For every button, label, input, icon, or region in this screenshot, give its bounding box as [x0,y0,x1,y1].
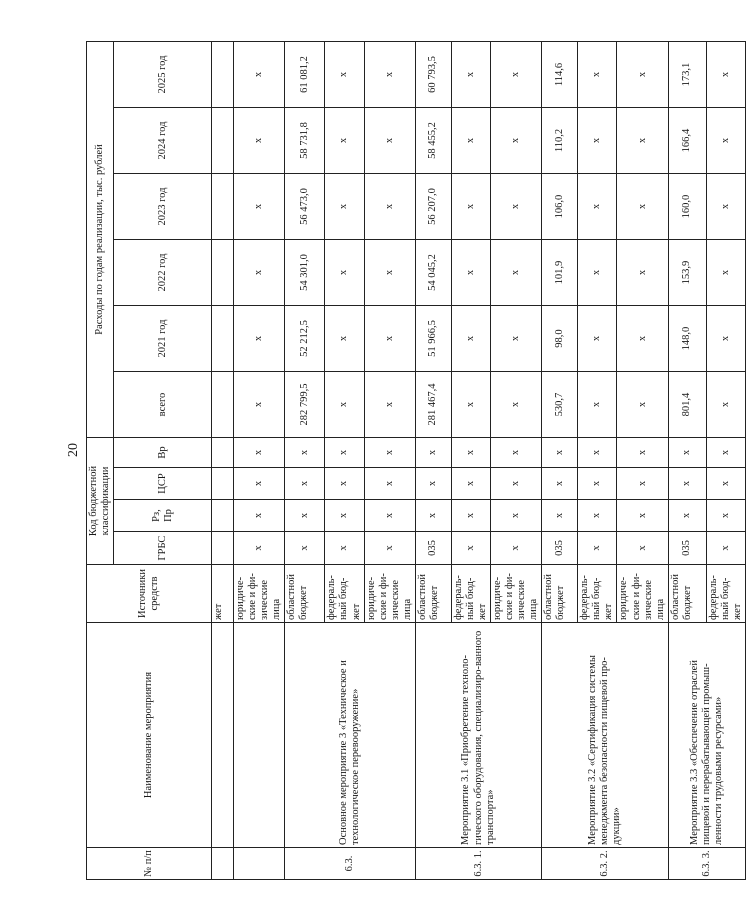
year-value: 58 731,8 [285,108,325,174]
code-vr: x [542,438,578,468]
year-value: 166,4 [668,108,706,174]
code-vr [212,438,234,468]
funding-source: областной бюджет [285,565,325,623]
code-rzpr: x [285,500,325,532]
year-value: x [491,240,542,306]
funding-source: федераль-ный бюд-жет [578,565,617,623]
table-row [285,42,325,880]
code-rzpr: x [491,500,542,532]
table-row [212,42,234,880]
header-total: всего [114,372,212,438]
year-value [212,306,234,372]
year-value: 61 081,2 [285,42,325,108]
year-value: x [578,306,617,372]
table-row [542,42,578,880]
year-value: 54 301,0 [285,240,325,306]
code-rzpr: x [617,500,668,532]
header-num: № п/п [87,848,212,880]
code-vr: x [706,438,745,468]
year-value: 51 966,5 [415,306,451,372]
year-value: 58 455,2 [415,108,451,174]
year-value: x [364,306,415,372]
total-value: x [234,372,285,438]
code-csr: x [234,468,285,500]
code-grbs: x [451,532,490,565]
code-grbs: 035 [415,532,451,565]
activity-name [234,623,285,848]
code-vr: x [491,438,542,468]
code-rzpr: x [542,500,578,532]
header-csr: ЦСР [114,468,212,500]
year-value: x [234,306,285,372]
code-csr: x [706,468,745,500]
year-value: x [325,306,364,372]
code-csr: x [491,468,542,500]
row-number: 6.3. [285,848,415,880]
code-vr: x [234,438,285,468]
header-year: 2025 год [114,42,212,108]
activity-name: Мероприятие 3.3 «Обеспечение отраслей пищевой и перерабатывающей промыш-ленности трудовыми ресурсами» [668,623,745,848]
year-value: x [617,108,668,174]
row-number [234,848,285,880]
year-value: x [578,42,617,108]
year-value [212,174,234,240]
code-csr: x [415,468,451,500]
code-csr: x [451,468,490,500]
year-value: x [451,174,490,240]
code-vr: x [285,438,325,468]
year-value: x [451,108,490,174]
page-number: 20 [66,443,81,457]
header-year: 2021 год [114,306,212,372]
code-csr: x [364,468,415,500]
year-value: x [578,174,617,240]
funding-source: юридиче-ские и фи-зические лица [234,565,285,623]
header-source: Источники средств [87,565,212,623]
code-grbs: x [491,532,542,565]
year-value: x [234,174,285,240]
table-row [415,42,451,880]
code-grbs: x [364,532,415,565]
code-vr: x [364,438,415,468]
total-value: x [325,372,364,438]
total-value: 282 799,5 [285,372,325,438]
code-vr: x [451,438,490,468]
header-name: Наименование мероприятия [87,623,212,848]
header-grbs: ГРБС [114,532,212,565]
year-value: 98,0 [542,306,578,372]
code-grbs: x [325,532,364,565]
year-value: x [491,174,542,240]
year-value: x [234,42,285,108]
year-value: x [234,240,285,306]
code-grbs: 035 [542,532,578,565]
year-value: x [491,108,542,174]
table-row [234,42,285,880]
total-value: x [451,372,490,438]
table-body [212,42,746,880]
year-value [212,42,234,108]
funding-source: областной бюджет [668,565,706,623]
code-csr: x [617,468,668,500]
year-value: x [706,108,745,174]
header-year: 2023 год [114,174,212,240]
year-value: 54 045,2 [415,240,451,306]
code-grbs: x [578,532,617,565]
year-value: x [451,42,490,108]
header-vr: Вр [114,438,212,468]
year-value: 101,9 [542,240,578,306]
total-value: 530,7 [542,372,578,438]
year-value: 114,6 [542,42,578,108]
year-value: x [706,174,745,240]
year-value: x [491,306,542,372]
year-value: x [706,42,745,108]
code-rzpr: x [325,500,364,532]
year-value: x [578,108,617,174]
header-spend-group: Расходы по годам реализации, тыс. рублей [87,42,114,438]
year-value: 173,1 [668,42,706,108]
year-value: 106,0 [542,174,578,240]
funding-source: областной бюджет [542,565,578,623]
year-value: 60 793,5 [415,42,451,108]
header-year: 2024 год [114,108,212,174]
code-csr: x [285,468,325,500]
code-grbs: x [285,532,325,565]
year-value: x [617,42,668,108]
year-value: 160,0 [668,174,706,240]
code-rzpr: x [451,500,490,532]
year-value: x [617,240,668,306]
row-number: 6.3. 2. [542,848,668,880]
year-value [212,240,234,306]
header-code-group: Код бюджетной классификации [87,438,114,565]
code-rzpr: x [234,500,285,532]
activity-name [212,623,234,848]
code-csr [212,468,234,500]
total-value: x [578,372,617,438]
funding-source: юридиче-ские и фи-зические лица [364,565,415,623]
year-value: 56 473,0 [285,174,325,240]
rotated-sheet [50,20,743,880]
year-value: x [617,306,668,372]
year-value: x [364,108,415,174]
code-rzpr: x [578,500,617,532]
year-value: x [325,240,364,306]
year-value: x [706,240,745,306]
code-grbs: x [617,532,668,565]
year-value: x [706,306,745,372]
code-rzpr: x [668,500,706,532]
year-value: x [325,108,364,174]
year-value: x [491,42,542,108]
code-rzpr [212,500,234,532]
code-rzpr: x [415,500,451,532]
code-csr: x [578,468,617,500]
year-value: 56 207,0 [415,174,451,240]
total-value: x [617,372,668,438]
funding-source: федераль-ный бюд-жет [325,565,364,623]
total-value: 801,4 [668,372,706,438]
code-csr: x [668,468,706,500]
year-value: 148,0 [668,306,706,372]
total-value: x [706,372,745,438]
year-value: x [578,240,617,306]
code-grbs: 035 [668,532,706,565]
code-grbs: x [234,532,285,565]
year-value: x [364,42,415,108]
budget-table [86,41,746,880]
code-vr: x [578,438,617,468]
total-value [212,372,234,438]
total-value: 281 467,4 [415,372,451,438]
code-grbs [212,532,234,565]
activity-name: Основное мероприятие 3 «Техническое и технологическое перевооружение» [285,623,415,848]
code-grbs: x [706,532,745,565]
funding-source: юридиче-ские и фи-зические лица [617,565,668,623]
code-vr: x [415,438,451,468]
year-value: x [364,240,415,306]
code-vr: x [617,438,668,468]
year-value: 52 212,5 [285,306,325,372]
year-value: x [234,108,285,174]
funding-source: областной бюджет [415,565,451,623]
activity-name: Мероприятие 3.1 «Приобретение техноло-гического оборудования, специализиро-ванного транспорта» [415,623,541,848]
code-rzpr: x [706,500,745,532]
total-value: x [364,372,415,438]
activity-name: Мероприятие 3.2 «Сертификация системы менеджмента безопасности пищевой про-дукции» [542,623,668,848]
year-value: x [364,174,415,240]
funding-source: жет [212,565,234,623]
code-vr: x [325,438,364,468]
row-number: 6.3. 3. [668,848,745,880]
row-number [212,848,234,880]
header-year: 2022 год [114,240,212,306]
year-value: x [325,42,364,108]
table-row [668,42,706,880]
funding-source: федераль-ный бюд-жет [451,565,490,623]
year-value [212,108,234,174]
code-csr: x [325,468,364,500]
year-value: x [617,174,668,240]
code-csr: x [542,468,578,500]
row-number: 6.3. 1. [415,848,541,880]
code-vr: x [668,438,706,468]
year-value: x [451,306,490,372]
year-value: 110,2 [542,108,578,174]
funding-source: федераль-ный бюд-жет [706,565,745,623]
year-value: 153,9 [668,240,706,306]
year-value: x [451,240,490,306]
funding-source: юридиче-ские и фи-зические лица [491,565,542,623]
code-rzpr: x [364,500,415,532]
total-value: x [491,372,542,438]
year-value: x [325,174,364,240]
header-rzpr: Рз, Пр [114,500,212,532]
